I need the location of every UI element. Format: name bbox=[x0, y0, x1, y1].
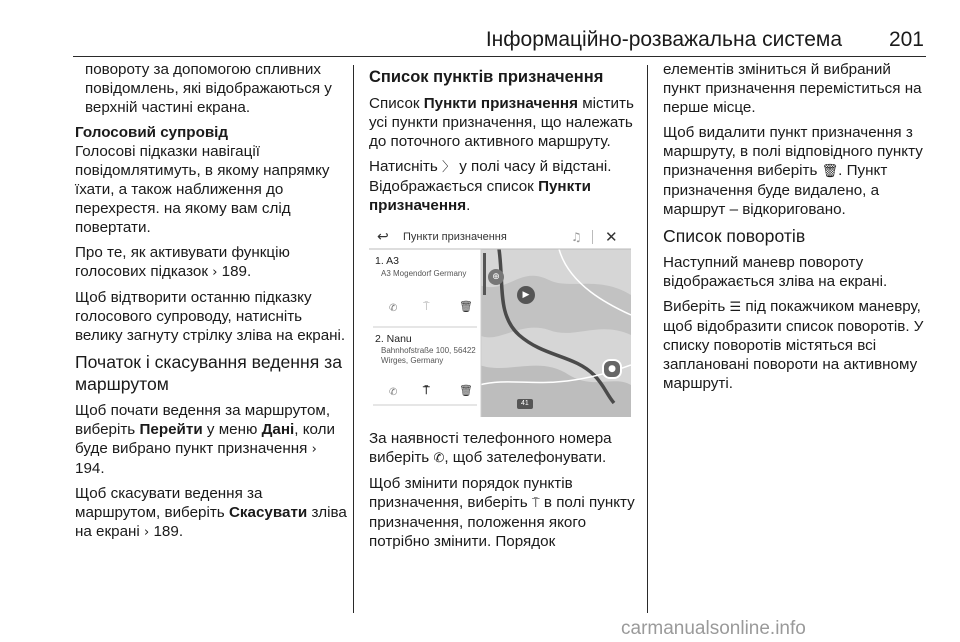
destinations-label: Пункти призначення bbox=[423, 95, 578, 112]
map-zoom-icon[interactable]: ⊕ bbox=[488, 269, 504, 285]
voice-heading: Голосовий супровід bbox=[75, 124, 229, 141]
close-icon[interactable]: ✕ bbox=[605, 228, 618, 246]
destination-2-name: 2. Nanu bbox=[375, 333, 412, 345]
list-item[interactable] bbox=[375, 333, 479, 403]
column-divider-2 bbox=[647, 65, 648, 613]
destinations-screen-figure bbox=[369, 225, 631, 417]
start-p1-c: у меню bbox=[206, 421, 258, 438]
col3-p2-a: Щоб видалити пункт призначення з маршруту, в полі відповідного пункту призначення виберіть bbox=[663, 124, 923, 179]
column-2 bbox=[369, 60, 639, 557]
column-1 bbox=[75, 60, 347, 548]
section-title: Інформаційно-розважальна система bbox=[485, 28, 842, 51]
trash-icon[interactable]: 🗑 bbox=[459, 384, 473, 397]
p2-d: . bbox=[466, 197, 471, 214]
start-p2-a: Щоб скасувати ведення за маршрутом, виберіть bbox=[75, 485, 263, 521]
voice-paragraph-3: Щоб відтворити останню підказку голосового супроводу, натисніть велику загнуту стрілку зліва на екрані. bbox=[75, 289, 346, 344]
destinations-paragraph-1 bbox=[369, 94, 639, 151]
col3-paragraph-4 bbox=[663, 297, 933, 393]
title-bar-separator bbox=[592, 230, 593, 244]
col3-paragraph-2 bbox=[663, 123, 933, 219]
start-cancel-heading: Початок і скасування ведення за маршрутом bbox=[75, 352, 342, 394]
destination-2-detail-1: Bahnhofstraße 100, 56422 bbox=[381, 346, 476, 355]
col3-paragraph-3: Наступний маневр повороту відображається зліва на екрані. bbox=[663, 254, 888, 290]
road-number-badge: 41 bbox=[517, 399, 533, 409]
voice-paragraph-2 bbox=[75, 243, 347, 282]
destination-2-detail-2: Wirges, Germany bbox=[381, 356, 444, 365]
destination-1-detail: A3 Mogendorf Germany bbox=[381, 269, 467, 278]
destinations-label-2: Пункти призначення bbox=[369, 178, 591, 214]
trash-icon[interactable]: 🗑 bbox=[459, 300, 473, 313]
p1-a: Список bbox=[369, 95, 420, 112]
turn-list-heading: Список поворотів bbox=[663, 226, 806, 246]
destinations-heading: Список пунктів призначення bbox=[369, 68, 604, 86]
start-p2-c: зліва на екрані bbox=[75, 504, 347, 540]
data-label: Дані bbox=[261, 421, 295, 438]
voice-p2-text: Про те, як активувати функцію голосових підказок bbox=[75, 244, 290, 280]
phone-icon[interactable]: ✆ bbox=[389, 303, 398, 314]
page-ref-icon: › bbox=[212, 265, 218, 280]
p2-b: у полі часу й відстані. Відображається список bbox=[369, 158, 612, 195]
music-note-icon[interactable]: ♫ bbox=[571, 230, 582, 244]
move-to-top-icon[interactable]: ⍑ bbox=[423, 384, 430, 397]
back-arrow-icon[interactable]: ↩ bbox=[377, 229, 389, 245]
p4-b: в полі пункту призначення, положення якого потрібно змінити. Порядок bbox=[369, 494, 635, 550]
col3-paragraph-1: елементів зміниться й вибраний пункт призначення переміститься на перше місце. bbox=[663, 61, 922, 116]
column-divider-1 bbox=[353, 65, 354, 613]
destinations-paragraph-2 bbox=[369, 157, 639, 215]
column-3 bbox=[663, 60, 933, 399]
intro-paragraph: повороту за допомогою спливних повідомлень, які відображаються у верхній частині екрана. bbox=[85, 61, 332, 116]
p3-a: За наявності телефонного номера виберіть bbox=[369, 430, 612, 466]
p1-c: містить усі пункти призначення, що належать до поточного активного маршруту. bbox=[369, 95, 634, 150]
trash-icon: 🗑 bbox=[821, 164, 839, 179]
p3-b: , щоб зателефонувати. bbox=[444, 449, 607, 466]
phone-icon: ✆ bbox=[433, 451, 445, 466]
p2-a: Натисніть bbox=[369, 158, 438, 175]
screen-title: Пункти призначення bbox=[403, 231, 507, 243]
destination-pin-icon: ● bbox=[602, 359, 622, 379]
start-paragraph-1 bbox=[75, 401, 347, 478]
phone-icon[interactable]: ✆ bbox=[389, 387, 398, 398]
col3-p4-b: під покажчиком маневру, щоб відобразити список поворотів. У списку поворотів містяться всі заплановані повороти на активному маршруті. bbox=[663, 298, 924, 392]
list-icon: ☰ bbox=[729, 300, 742, 315]
page-ref-icon: › bbox=[311, 442, 317, 457]
col3-p2-b: . Пункт призначення буде видалено, а маршрут – відкориговано. bbox=[663, 162, 888, 218]
voice-paragraph-1: Голосові підказки навігації повідомлятимуть, в якому напрямку їхати, а також наближення до перехрестя. на якому вам слід повертати. bbox=[75, 143, 330, 236]
page-ref-icon: › bbox=[144, 525, 150, 540]
page-header bbox=[0, 0, 960, 60]
cancel-label: Скасувати bbox=[228, 504, 308, 521]
destinations-paragraph-4 bbox=[369, 474, 639, 551]
play-icon[interactable]: ▶ bbox=[517, 286, 535, 304]
footer-watermark: carmanualsonline.info bbox=[621, 618, 806, 639]
go-label: Перейти bbox=[139, 421, 203, 438]
header-rule bbox=[73, 56, 926, 57]
col3-p4-a: Виберіть bbox=[663, 298, 726, 315]
start-paragraph-2 bbox=[75, 484, 347, 542]
move-to-top-icon[interactable]: ⍑ bbox=[423, 300, 430, 313]
voice-p2-ref: 189. bbox=[221, 263, 252, 280]
start-p2-ref: 189. bbox=[153, 523, 184, 540]
move-to-top-icon: ⍑ bbox=[531, 496, 540, 511]
destinations-paragraph-3 bbox=[369, 429, 639, 468]
start-p1-ref: 194. bbox=[75, 460, 105, 477]
list-item[interactable] bbox=[375, 255, 479, 325]
p4-a: Щоб змінити порядок пунктів призначення, виберіть bbox=[369, 475, 573, 511]
destination-1-name: 1. A3 bbox=[375, 255, 399, 267]
page-number: 201 bbox=[888, 28, 924, 51]
start-p1-a: Щоб почати ведення за маршрутом, виберіть bbox=[75, 402, 331, 438]
chevron-right-icon: 〉 bbox=[441, 160, 455, 175]
start-p1-e: , коли буде вибрано пункт призначення bbox=[75, 421, 335, 457]
